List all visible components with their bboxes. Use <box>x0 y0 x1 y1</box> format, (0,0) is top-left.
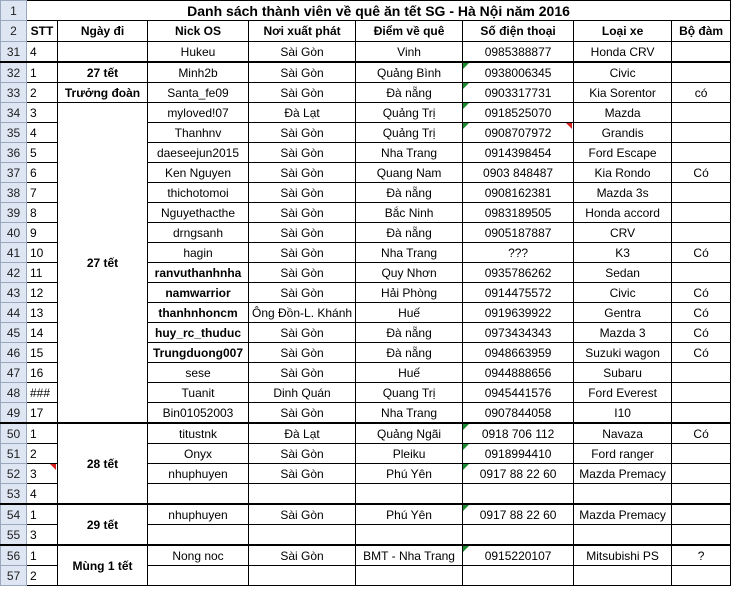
cell-nick[interactable]: hagin <box>148 243 249 263</box>
cell-diem-ve-que[interactable]: BMT - Nha Trang <box>356 545 463 566</box>
cell-noi-xuat-phat[interactable]: Sài Gòn <box>249 323 356 343</box>
cell-noi-xuat-phat[interactable]: Dinh Quán <box>249 383 356 403</box>
row-header[interactable]: 31 <box>1 42 27 63</box>
row-header[interactable]: 38 <box>1 183 27 203</box>
cell-noi-xuat-phat[interactable]: Sài Gòn <box>249 123 356 143</box>
cell-nick[interactable]: Minh2b <box>148 62 249 83</box>
cell-so-dien-thoai[interactable]: 0907844058 <box>463 403 574 424</box>
cell-diem-ve-que[interactable]: Phú Yên <box>356 504 463 525</box>
cell-so-dien-thoai[interactable]: ??? <box>463 243 574 263</box>
row-header[interactable]: 56 <box>1 545 27 566</box>
row-header[interactable]: 54 <box>1 504 27 525</box>
red-marker-icon <box>566 123 572 129</box>
cell-noi-xuat-phat[interactable] <box>249 525 356 546</box>
cell-so-dien-thoai[interactable]: 0945441576 <box>463 383 574 403</box>
table-row <box>1 545 731 566</box>
cell-stt[interactable]: 15 <box>27 343 58 363</box>
green-marker-icon <box>463 464 469 470</box>
cell-stt[interactable]: 1 <box>27 62 58 83</box>
cell-stt[interactable]: 5 <box>27 143 58 163</box>
cell-so-dien-thoai[interactable]: 0918994410 <box>463 444 574 464</box>
cell-bo-dam[interactable]: Có <box>672 243 731 263</box>
cell-bo-dam[interactable] <box>672 62 731 83</box>
cell-bo-dam[interactable] <box>672 566 731 586</box>
cell-nick[interactable] <box>148 525 249 546</box>
cell-nick[interactable]: ranvuthanhnha <box>148 263 249 283</box>
cell-ngay-di[interactable] <box>58 42 148 63</box>
cell-diem-ve-que[interactable]: Quy Nhơn <box>356 263 463 283</box>
cell-noi-xuat-phat[interactable] <box>249 566 356 586</box>
cell-stt[interactable]: 2 <box>27 444 58 464</box>
cell-nick[interactable]: Bin01052003 <box>148 403 249 424</box>
cell-so-dien-thoai[interactable]: 0983189505 <box>463 203 574 223</box>
cell-diem-ve-que[interactable]: Đà nẵng <box>356 183 463 203</box>
cell-bo-dam[interactable] <box>672 183 731 203</box>
cell-loai-xe[interactable] <box>574 525 672 546</box>
cell-so-dien-thoai[interactable]: 0918 706 112 <box>463 423 574 444</box>
cell-ngay-di[interactable]: 29 tết <box>58 504 148 545</box>
cell-noi-xuat-phat[interactable]: Sài Gòn <box>249 263 356 283</box>
cell-nick[interactable] <box>148 484 249 505</box>
cell-bo-dam[interactable] <box>672 123 731 143</box>
cell-diem-ve-que[interactable]: Nha Trang <box>356 143 463 163</box>
cell-so-dien-thoai[interactable]: 0915220107 <box>463 545 574 566</box>
row-header[interactable]: 55 <box>1 525 27 546</box>
cell-nick[interactable]: Trungduong007 <box>148 343 249 363</box>
cell-diem-ve-que[interactable]: Quảng Bình <box>356 62 463 83</box>
cell-stt[interactable]: 2 <box>27 566 58 586</box>
cell-nick[interactable]: nhuphuyen <box>148 464 249 484</box>
cell-loai-xe[interactable]: CRV <box>574 223 672 243</box>
row-header[interactable]: 49 <box>1 403 27 424</box>
cell-stt[interactable]: 14 <box>27 323 58 343</box>
row-header[interactable]: 34 <box>1 103 27 123</box>
cell-stt[interactable]: 9 <box>27 223 58 243</box>
cell-diem-ve-que[interactable]: Quang Trị <box>356 383 463 403</box>
cell-noi-xuat-phat[interactable]: Đà Lạt <box>249 103 356 123</box>
cell-so-dien-thoai[interactable] <box>463 525 574 546</box>
cell-noi-xuat-phat[interactable]: Sài Gòn <box>249 62 356 83</box>
cell-bo-dam[interactable] <box>672 444 731 464</box>
green-marker-icon <box>463 103 469 109</box>
cell-nick[interactable]: Tuanit <box>148 383 249 403</box>
cell-nick[interactable]: namwarrior <box>148 283 249 303</box>
cell-ngay-di[interactable]: Mùng 1 tết <box>58 545 148 586</box>
cell-bo-dam[interactable]: ? <box>672 545 731 566</box>
cell-so-dien-thoai[interactable] <box>463 484 574 505</box>
cell-so-dien-thoai[interactable]: 0935786262 <box>463 263 574 283</box>
cell-so-dien-thoai[interactable]: 0985388877 <box>463 42 574 63</box>
header-so-dien-thoai[interactable]: Số điện thoại <box>463 21 574 42</box>
green-marker-icon <box>463 444 469 450</box>
row-header[interactable]: 52 <box>1 464 27 484</box>
cell-noi-xuat-phat[interactable]: Sài Gòn <box>249 403 356 424</box>
cell-noi-xuat-phat[interactable]: Sài Gòn <box>249 464 356 484</box>
cell-so-dien-thoai[interactable]: 0903317731 <box>463 83 574 103</box>
cell-stt[interactable]: 8 <box>27 203 58 223</box>
cell-loai-xe[interactable]: I10 <box>574 403 672 424</box>
header-stt[interactable]: STT <box>27 21 58 42</box>
cell-loai-xe[interactable]: Navaza <box>574 423 672 444</box>
cell-stt[interactable]: 11 <box>27 263 58 283</box>
header-diem-ve-que[interactable]: Điểm về quê <box>356 21 463 42</box>
cell-loai-xe[interactable] <box>574 566 672 586</box>
cell-nick[interactable]: Hukeu <box>148 42 249 63</box>
cell-noi-xuat-phat[interactable]: Sài Gòn <box>249 183 356 203</box>
cell-stt[interactable]: 12 <box>27 283 58 303</box>
cell-stt[interactable]: 10 <box>27 243 58 263</box>
cell-bo-dam[interactable] <box>672 464 731 484</box>
sheet-title[interactable]: Danh sách thành viên về quê ăn tết SG - Hà Nội năm 2016 <box>27 1 731 21</box>
cell-diem-ve-que[interactable] <box>356 566 463 586</box>
cell-so-dien-thoai[interactable]: 0944888656 <box>463 363 574 383</box>
cell-so-dien-thoai[interactable]: 0914475572 <box>463 283 574 303</box>
cell-loai-xe[interactable]: Mitsubishi PS <box>574 545 672 566</box>
green-marker-icon <box>463 83 469 89</box>
cell-diem-ve-que[interactable]: Nha Trang <box>356 243 463 263</box>
cell-loai-xe[interactable]: Honda accord <box>574 203 672 223</box>
cell-nick[interactable]: myloved!07 <box>148 103 249 123</box>
cell-bo-dam[interactable] <box>672 223 731 243</box>
cell-diem-ve-que[interactable]: Đà nẵng <box>356 223 463 243</box>
cell-loai-xe[interactable]: Gentra <box>574 303 672 323</box>
cell-noi-xuat-phat[interactable]: Sài Gòn <box>249 545 356 566</box>
cell-loai-xe[interactable]: Mazda 3s <box>574 183 672 203</box>
cell-stt[interactable]: 1 <box>27 504 58 525</box>
cell-diem-ve-que[interactable]: Huế <box>356 363 463 383</box>
cell-so-dien-thoai[interactable]: 0908707972 <box>463 123 574 143</box>
cell-stt[interactable]: 17 <box>27 403 58 424</box>
cell-loai-xe[interactable]: Kia Sorentor <box>574 83 672 103</box>
header-ngay-di[interactable]: Ngày đi <box>58 21 148 42</box>
cell-diem-ve-que[interactable]: Đà nẵng <box>356 343 463 363</box>
cell-bo-dam[interactable]: Có <box>672 423 731 444</box>
cell-diem-ve-que[interactable]: Đà nẵng <box>356 323 463 343</box>
row-header[interactable]: 36 <box>1 143 27 163</box>
cell-bo-dam[interactable]: có <box>672 83 731 103</box>
table-row <box>1 42 731 63</box>
cell-noi-xuat-phat[interactable]: Sài Gòn <box>249 163 356 183</box>
row-header[interactable]: 47 <box>1 363 27 383</box>
cell-so-dien-thoai[interactable]: 0973434343 <box>463 323 574 343</box>
cell-loai-xe[interactable]: Mazda Premacy <box>574 464 672 484</box>
cell-nick[interactable]: huy_rc_thuduc <box>148 323 249 343</box>
cell-loai-xe[interactable]: Suzuki wagon <box>574 343 672 363</box>
cell-bo-dam[interactable]: Có <box>672 283 731 303</box>
header-bo-dam[interactable]: Bộ đàm <box>672 21 731 42</box>
cell-bo-dam[interactable] <box>672 484 731 505</box>
table-row <box>1 103 731 123</box>
cell-nick[interactable]: thanhnhoncm <box>148 303 249 323</box>
row-header[interactable]: 35 <box>1 123 27 143</box>
cell-nick[interactable]: nhuphuyen <box>148 504 249 525</box>
cell-diem-ve-que[interactable] <box>356 484 463 505</box>
row-header[interactable]: 51 <box>1 444 27 464</box>
cell-so-dien-thoai[interactable]: 0938006345 <box>463 62 574 83</box>
cell-so-dien-thoai[interactable]: 0917 88 22 60 <box>463 504 574 525</box>
cell-bo-dam[interactable] <box>672 263 731 283</box>
cell-diem-ve-que[interactable]: Quang Nam <box>356 163 463 183</box>
cell-stt[interactable]: 13 <box>27 303 58 323</box>
row-header[interactable]: 46 <box>1 343 27 363</box>
cell-noi-xuat-phat[interactable]: Sài Gòn <box>249 363 356 383</box>
cell-ngay-di[interactable]: 27 tết <box>58 62 148 83</box>
cell-diem-ve-que[interactable]: Pleiku <box>356 444 463 464</box>
green-marker-icon <box>463 424 469 430</box>
cell-stt[interactable]: 1 <box>27 423 58 444</box>
cell-diem-ve-que[interactable] <box>356 525 463 546</box>
cell-stt[interactable]: 2 <box>27 83 58 103</box>
header-nick[interactable]: Nick OS <box>148 21 249 42</box>
cell-loai-xe[interactable]: Mazda <box>574 103 672 123</box>
cell-diem-ve-que[interactable]: Hải Phòng <box>356 283 463 303</box>
cell-so-dien-thoai[interactable]: 0908162381 <box>463 183 574 203</box>
table-row <box>1 423 731 444</box>
cell-loai-xe[interactable]: K3 <box>574 243 672 263</box>
cell-so-dien-thoai[interactable] <box>463 566 574 586</box>
cell-diem-ve-que[interactable]: Quảng Trị <box>356 123 463 143</box>
cell-nick[interactable]: daeseejun2015 <box>148 143 249 163</box>
cell-noi-xuat-phat[interactable]: Sài Gòn <box>249 243 356 263</box>
cell-nick[interactable]: titustnk <box>148 423 249 444</box>
cell-loai-xe[interactable]: Kia Rondo <box>574 163 672 183</box>
green-marker-icon <box>463 546 469 552</box>
cell-loai-xe[interactable]: Sedan <box>574 263 672 283</box>
cell-bo-dam[interactable] <box>672 504 731 525</box>
cell-nick[interactable]: thichotomoi <box>148 183 249 203</box>
cell-diem-ve-que[interactable]: Nha Trang <box>356 403 463 424</box>
cell-nick[interactable]: Nong noc <box>148 545 249 566</box>
cell-loai-xe[interactable]: Grandis <box>574 123 672 143</box>
cell-loai-xe[interactable]: Mazda 3 <box>574 323 672 343</box>
cell-stt[interactable]: 6 <box>27 163 58 183</box>
cell-loai-xe[interactable] <box>574 484 672 505</box>
cell-loai-xe[interactable]: Mazda Premacy <box>574 504 672 525</box>
cell-bo-dam[interactable]: Có <box>672 323 731 343</box>
row-header[interactable]: 57 <box>1 566 27 586</box>
cell-nick[interactable]: Ken Nguyen <box>148 163 249 183</box>
cell-diem-ve-que[interactable]: Đà nẵng <box>356 83 463 103</box>
cell-noi-xuat-phat[interactable]: Sài Gòn <box>249 504 356 525</box>
red-marker-icon <box>50 464 56 470</box>
cell-so-dien-thoai[interactable]: 0917 88 22 60 <box>463 464 574 484</box>
cell-so-dien-thoai[interactable]: 0914398454 <box>463 143 574 163</box>
cell-noi-xuat-phat[interactable]: Sài Gòn <box>249 343 356 363</box>
cell-stt[interactable]: 7 <box>27 183 58 203</box>
cell-bo-dam[interactable]: Có <box>672 343 731 363</box>
cell-stt[interactable]: ### <box>27 383 58 403</box>
cell-loai-xe[interactable]: Honda CRV <box>574 42 672 63</box>
row-header[interactable]: 1 <box>1 1 27 21</box>
cell-nick[interactable]: drngsanh <box>148 223 249 243</box>
green-marker-icon <box>463 63 469 69</box>
cell-ngay-di[interactable]: 27 tết <box>58 103 148 424</box>
row-header[interactable]: 37 <box>1 163 27 183</box>
header-loai-xe[interactable]: Loại xe <box>574 21 672 42</box>
cell-bo-dam[interactable] <box>672 403 731 424</box>
cell-stt[interactable]: 4 <box>27 123 58 143</box>
cell-bo-dam[interactable]: Có <box>672 163 731 183</box>
green-marker-icon <box>463 123 469 129</box>
cell-stt[interactable]: 4 <box>27 484 58 505</box>
cell-stt[interactable]: 16 <box>27 363 58 383</box>
cell-so-dien-thoai[interactable]: 0919639922 <box>463 303 574 323</box>
cell-noi-xuat-phat[interactable]: Sài Gòn <box>249 143 356 163</box>
row-header[interactable]: 40 <box>1 223 27 243</box>
cell-ngay-di[interactable]: 28 tết <box>58 423 148 504</box>
cell-so-dien-thoai[interactable]: 0903 848487 <box>463 163 574 183</box>
row-header[interactable]: 44 <box>1 303 27 323</box>
table-row <box>1 504 731 525</box>
header-noi-xuat-phat[interactable]: Nơi xuất phát <box>249 21 356 42</box>
cell-noi-xuat-phat[interactable]: Sài Gòn <box>249 223 356 243</box>
row-header[interactable]: 2 <box>1 21 27 42</box>
cell-nick[interactable]: Nguyethacthe <box>148 203 249 223</box>
cell-bo-dam[interactable]: Có <box>672 303 731 323</box>
cell-bo-dam[interactable] <box>672 525 731 546</box>
cell-noi-xuat-phat[interactable] <box>249 484 356 505</box>
cell-so-dien-thoai[interactable]: 0905187887 <box>463 223 574 243</box>
cell-loai-xe[interactable]: Subaru <box>574 363 672 383</box>
row-header[interactable]: 53 <box>1 484 27 505</box>
cell-noi-xuat-phat[interactable]: Đà Lạt <box>249 423 356 444</box>
cell-so-dien-thoai[interactable]: 0918525070 <box>463 103 574 123</box>
cell-nick[interactable]: Santa_fe09 <box>148 83 249 103</box>
cell-bo-dam[interactable] <box>672 143 731 163</box>
cell-nick[interactable] <box>148 566 249 586</box>
row-header[interactable]: 39 <box>1 203 27 223</box>
cell-loai-xe[interactable]: Civic <box>574 62 672 83</box>
row-header[interactable]: 33 <box>1 83 27 103</box>
cell-noi-xuat-phat[interactable]: Ông Đồn-L. Khánh <box>249 303 356 323</box>
row-header[interactable]: 50 <box>1 423 27 444</box>
cell-loai-xe[interactable]: Ford ranger <box>574 444 672 464</box>
cell-stt[interactable]: 3 <box>27 525 58 546</box>
cell-loai-xe[interactable]: Civic <box>574 283 672 303</box>
cell-bo-dam[interactable] <box>672 383 731 403</box>
green-marker-icon <box>463 505 469 511</box>
cell-bo-dam[interactable] <box>672 42 731 63</box>
table-row <box>1 62 731 83</box>
cell-noi-xuat-phat[interactable]: Sài Gòn <box>249 42 356 63</box>
row-header[interactable]: 42 <box>1 263 27 283</box>
cell-bo-dam[interactable] <box>672 363 731 383</box>
row-header[interactable]: 43 <box>1 283 27 303</box>
cell-loai-xe[interactable]: Ford Escape <box>574 143 672 163</box>
cell-stt[interactable]: 1 <box>27 545 58 566</box>
cell-so-dien-thoai[interactable]: 0948663959 <box>463 343 574 363</box>
cell-diem-ve-que[interactable]: Phú Yên <box>356 464 463 484</box>
cell-loai-xe[interactable]: Ford Everest <box>574 383 672 403</box>
cell-diem-ve-que[interactable]: Vinh <box>356 42 463 63</box>
cell-ngay-di[interactable]: Trưởng đoàn <box>58 83 148 103</box>
row-header[interactable]: 45 <box>1 323 27 343</box>
cell-diem-ve-que[interactable]: Quảng Trị <box>356 103 463 123</box>
table-row <box>1 83 731 103</box>
cell-bo-dam[interactable] <box>672 203 731 223</box>
cell-stt[interactable]: 3 <box>27 103 58 123</box>
cell-bo-dam[interactable] <box>672 103 731 123</box>
row-header[interactable]: 32 <box>1 62 27 83</box>
cell-stt[interactable]: 3 <box>27 464 58 484</box>
cell-nick[interactable]: sese <box>148 363 249 383</box>
cell-stt[interactable]: 4 <box>27 42 58 63</box>
cell-diem-ve-que[interactable]: Quảng Ngãi <box>356 423 463 444</box>
row-header[interactable]: 48 <box>1 383 27 403</box>
cell-noi-xuat-phat[interactable]: Sài Gòn <box>249 203 356 223</box>
cell-nick[interactable]: Onyx <box>148 444 249 464</box>
cell-noi-xuat-phat[interactable]: Sài Gòn <box>249 444 356 464</box>
cell-nick[interactable]: Thanhnv <box>148 123 249 143</box>
cell-diem-ve-que[interactable]: Huế <box>356 303 463 323</box>
cell-diem-ve-que[interactable]: Bắc Ninh <box>356 203 463 223</box>
cell-noi-xuat-phat[interactable]: Sài Gòn <box>249 283 356 303</box>
cell-noi-xuat-phat[interactable]: Sài Gòn <box>249 83 356 103</box>
row-header[interactable]: 41 <box>1 243 27 263</box>
